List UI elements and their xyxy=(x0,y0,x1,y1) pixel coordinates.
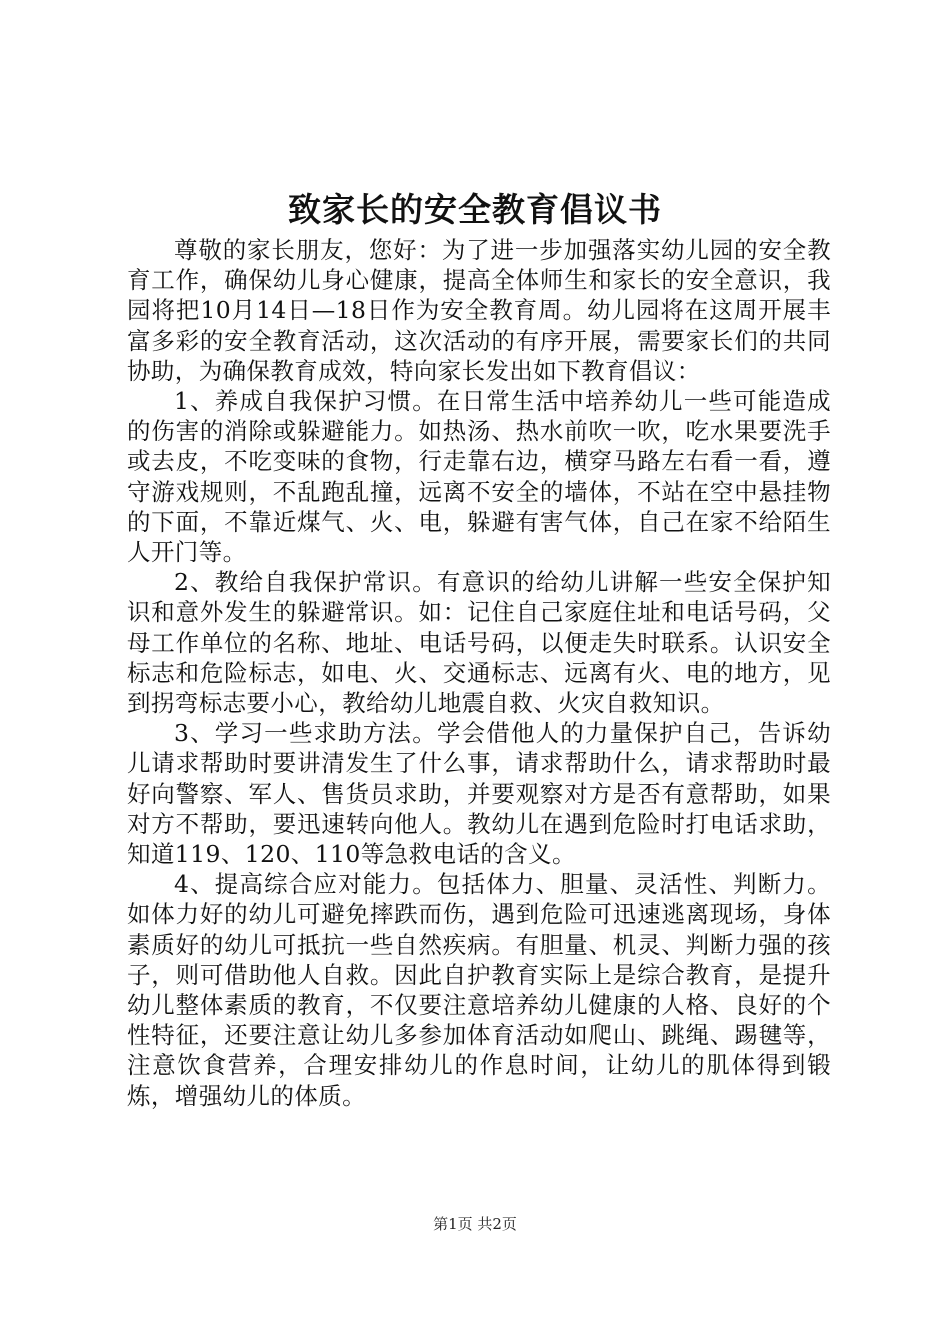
paragraph-item-1: 1、养成自我保护习惯。在日常生活中培养幼儿一些可能造成的伤害的消除或躲避能力。如热汤、热水前吹一吹，吃水果要洗手或去皮，不吃变味的食物，行走靠右边，横穿马路左右看一看，遵守游戏规则，不乱跑乱撞，远离不安全的墙体，不站在空中悬挂物的下面，不靠近煤气、火、电，躲避有害气体，自己在家不给陌生人开门等。 xyxy=(127,387,831,567)
paragraph-item-4: 4、提高综合应对能力。包括体力、胆量、灵活性、判断力。如体力好的幼儿可避免摔跌而伤，遇到危险可迅速逃离现场，身体素质好的幼儿可抵抗一些自然疾病。有胆量、机灵、判断力强的孩子，则可借助他人自救。因此自护教育实际上是综合教育，是提升幼儿整体素质的教育，不仅要注意培养幼儿健康的人格、良好的个性特征，还要注意让幼儿多参加体育活动如爬山、跳绳、踢毽等，注意饮食营养，合理安排幼儿的作息时间，让幼儿的肌体得到锻炼，增强幼儿的体质。 xyxy=(127,870,831,1110)
paragraph-greeting: 尊敬的家长朋友，您好：为了进一步加强落实幼儿园的安全教育工作，确保幼儿身心健康，提高全体师生和家长的安全意识，我园将把10月14日—18日作为安全教育周。幼儿园将在这周开展丰富多彩的安全教育活动，这次活动的有序开展，需要家长们的共同协助，为确保教育成效，特向家长发出如下教育倡议： xyxy=(127,236,831,385)
paragraph-item-2: 2、教给自我保护常识。有意识的给幼儿讲解一些安全保护知识和意外发生的躲避常识。如：记住自己家庭住址和电话号码，父母工作单位的名称、地址、电话号码，以便走失时联系。认识安全标志和危险标志，如电、火、交通标志、远离有火、电的地方，见到拐弯标志要小心，教给幼儿地震自救、火灾自救知识。 xyxy=(127,568,831,718)
document-body xyxy=(127,235,831,1111)
page-number-footer: 第1页 共2页 xyxy=(433,1215,517,1233)
document-title: 致家长的安全教育倡议书 xyxy=(288,190,662,229)
paragraph-item-3: 3、学习一些求助方法。学会借他人的力量保护自己，告诉幼儿请求帮助时要讲清发生了什么事，请求帮助什么，请求帮助时最好向警察、军人、售货员求助，并要观察对方是否有意帮助，如果对方不帮助，要迅速转向他人。教幼儿在遇到危险时打电话求助，知道119、120、110等急救电话的含义。 xyxy=(127,719,831,869)
